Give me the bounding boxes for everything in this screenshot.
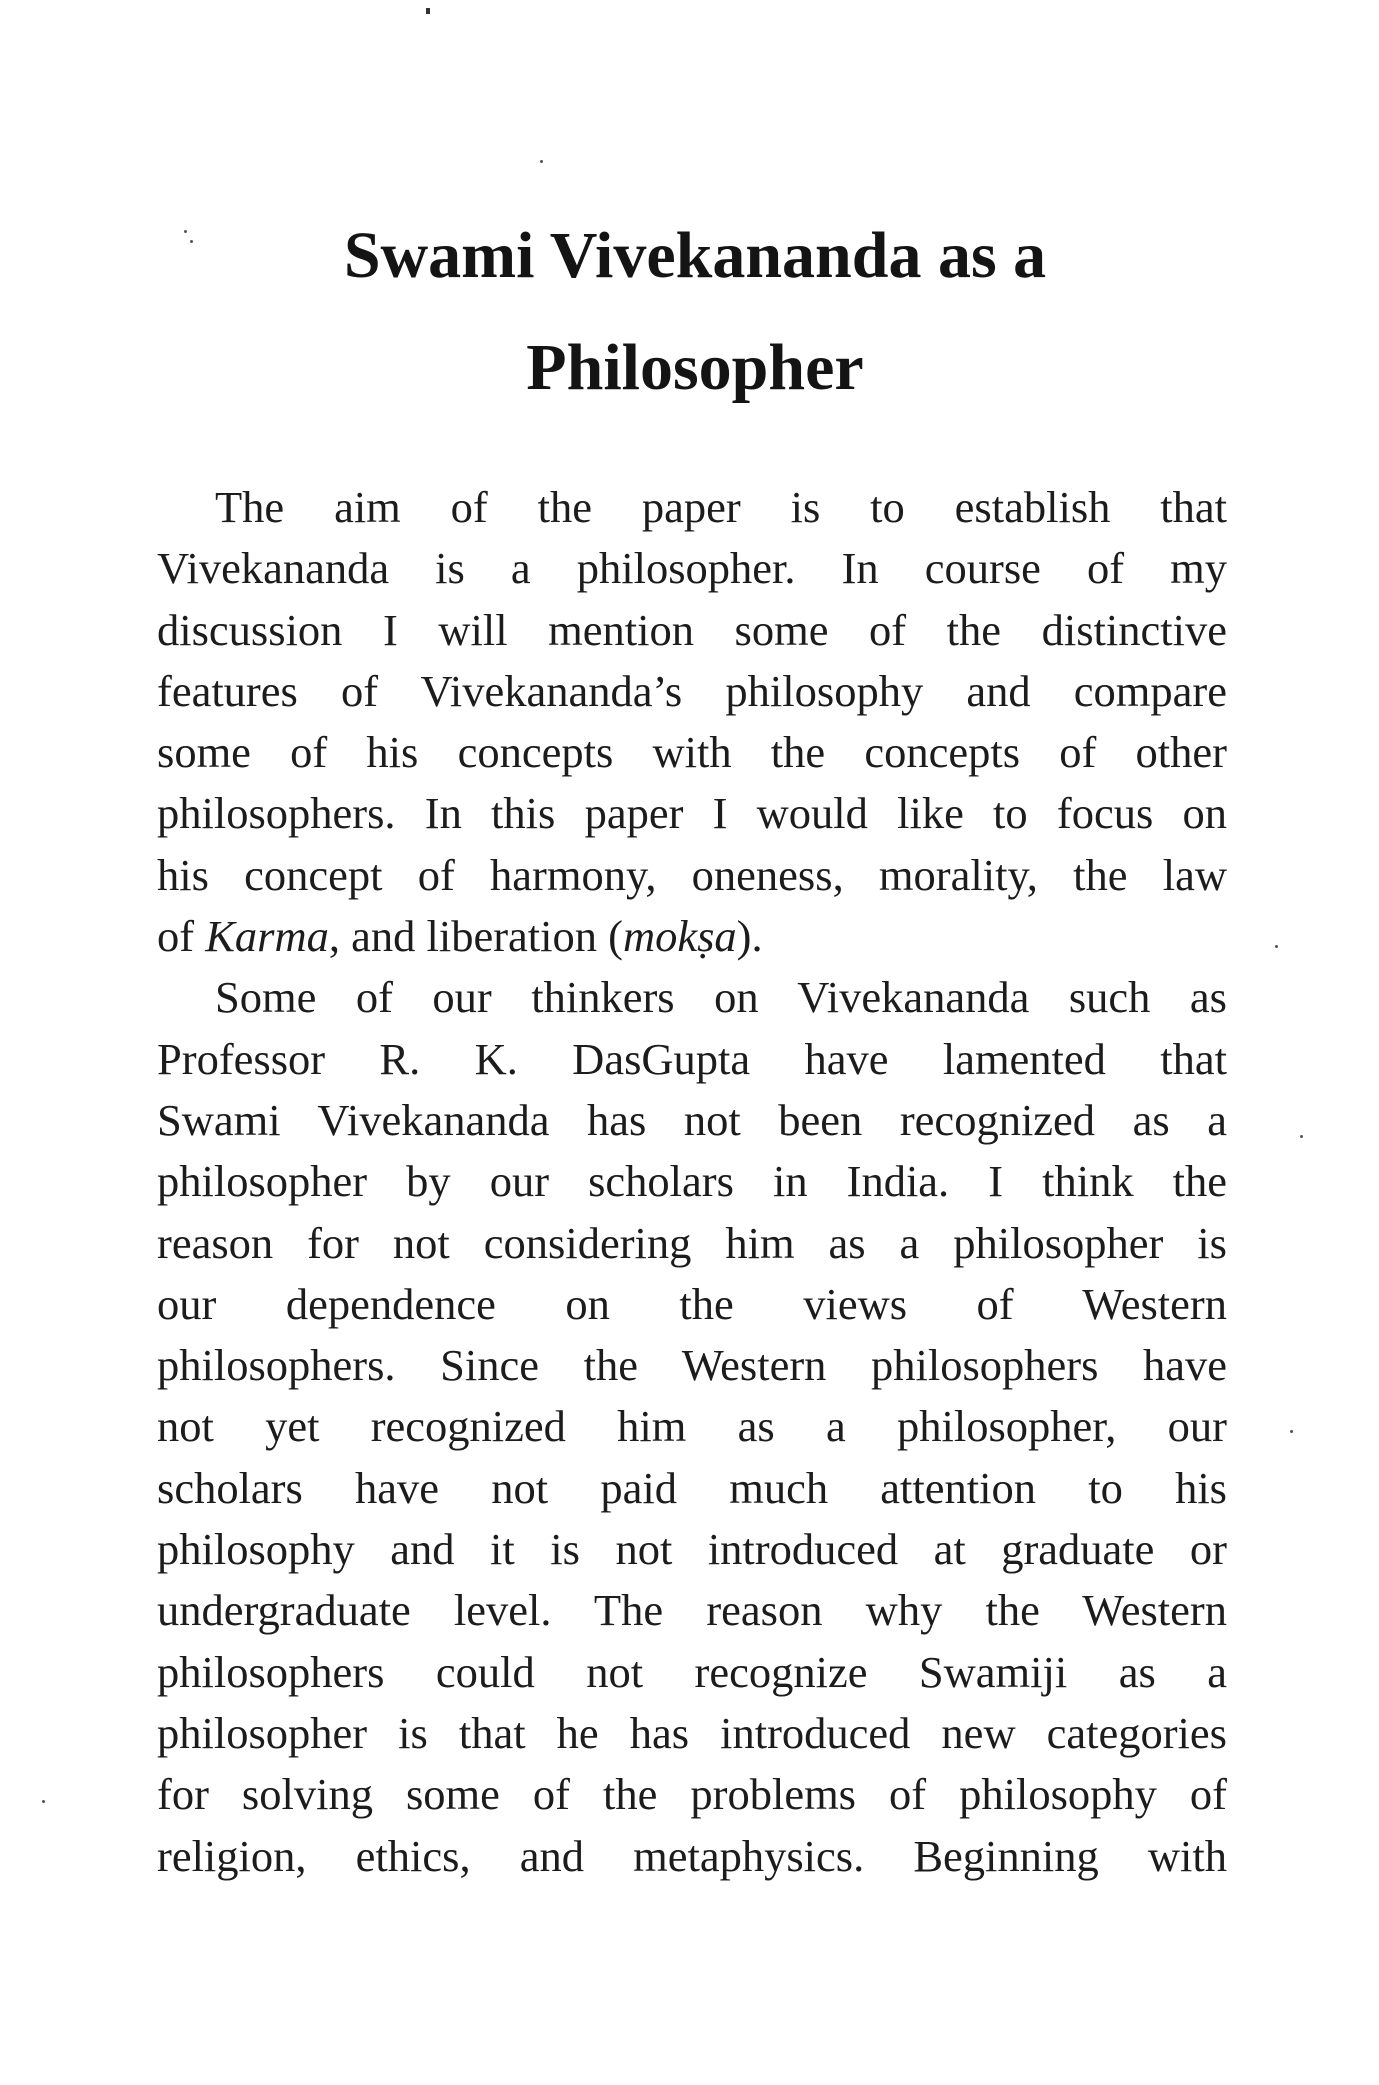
- text-line: The aim of the paper is to establish that: [215, 482, 1227, 532]
- text-line: religion, ethics, and metaphysics. Beginning with: [157, 1830, 1227, 1881]
- text-line: features of Vivekananda’s philosophy and compare: [157, 665, 1227, 716]
- text-line: [157, 906, 1227, 967]
- text-line: philosopher is that he has introduced new categories: [157, 1707, 1227, 1758]
- page-title: [150, 200, 1240, 424]
- text-fragment: of: [157, 911, 206, 962]
- text-line: philosophers. In this paper I would like to focus on: [157, 788, 1227, 839]
- text-line: discussion I will mention some of the distinctive: [157, 604, 1227, 655]
- text-line: some of his concepts with the concepts of other: [157, 727, 1227, 778]
- article-body: [157, 477, 1227, 1887]
- text-line: not yet recognized him as a philosopher, our: [157, 1401, 1227, 1452]
- paragraph-2: [157, 967, 1227, 1886]
- italic-term-karma: Karma: [205, 911, 329, 962]
- text-line: philosophers. Since the Western philosophers have: [157, 1340, 1227, 1391]
- text-line: philosopher by our scholars in India. I think the: [157, 1156, 1227, 1207]
- text-line: his concept of harmony, oneness, morality, the law: [157, 849, 1227, 900]
- text-line: for solving some of the problems of philosophy of: [157, 1769, 1227, 1820]
- scan-speck: [426, 8, 430, 14]
- text-fragment: , and liberation (: [328, 911, 623, 962]
- text-line: Some of our thinkers on Vivekananda such as: [215, 972, 1227, 1023]
- title-line: Swami Vivekananda as a: [343, 219, 1047, 292]
- text-line: scholars have not paid much attention to his: [157, 1462, 1227, 1513]
- italic-term-moksa: mokṣa: [622, 911, 737, 962]
- scan-speck: [540, 160, 543, 163]
- scan-speck: [1300, 1135, 1303, 1138]
- text-line: our dependence on the views of Western: [157, 1278, 1227, 1329]
- text-line: Swami Vivekananda has not been recognized as a: [157, 1094, 1227, 1145]
- text-fragment: ).: [736, 911, 763, 962]
- scan-speck: [1290, 1430, 1293, 1433]
- text-line: Professor R. K. DasGupta have lamented that: [157, 1033, 1227, 1084]
- text-line: philosophers could not recognize Swamiji as a: [157, 1646, 1227, 1697]
- text-line: undergraduate level. The reason why the Western: [157, 1585, 1227, 1636]
- scan-speck: [1275, 945, 1278, 948]
- text-line: philosophy and it is not introduced at graduate or: [157, 1524, 1227, 1575]
- paragraph-1: [157, 477, 1227, 967]
- title-line: Philosopher: [526, 331, 864, 404]
- scan-speck: [42, 1800, 45, 1803]
- text-line: reason for not considering him as a philosopher is: [157, 1217, 1227, 1268]
- text-line: Vivekananda is a philosopher. In course of my: [157, 543, 1227, 594]
